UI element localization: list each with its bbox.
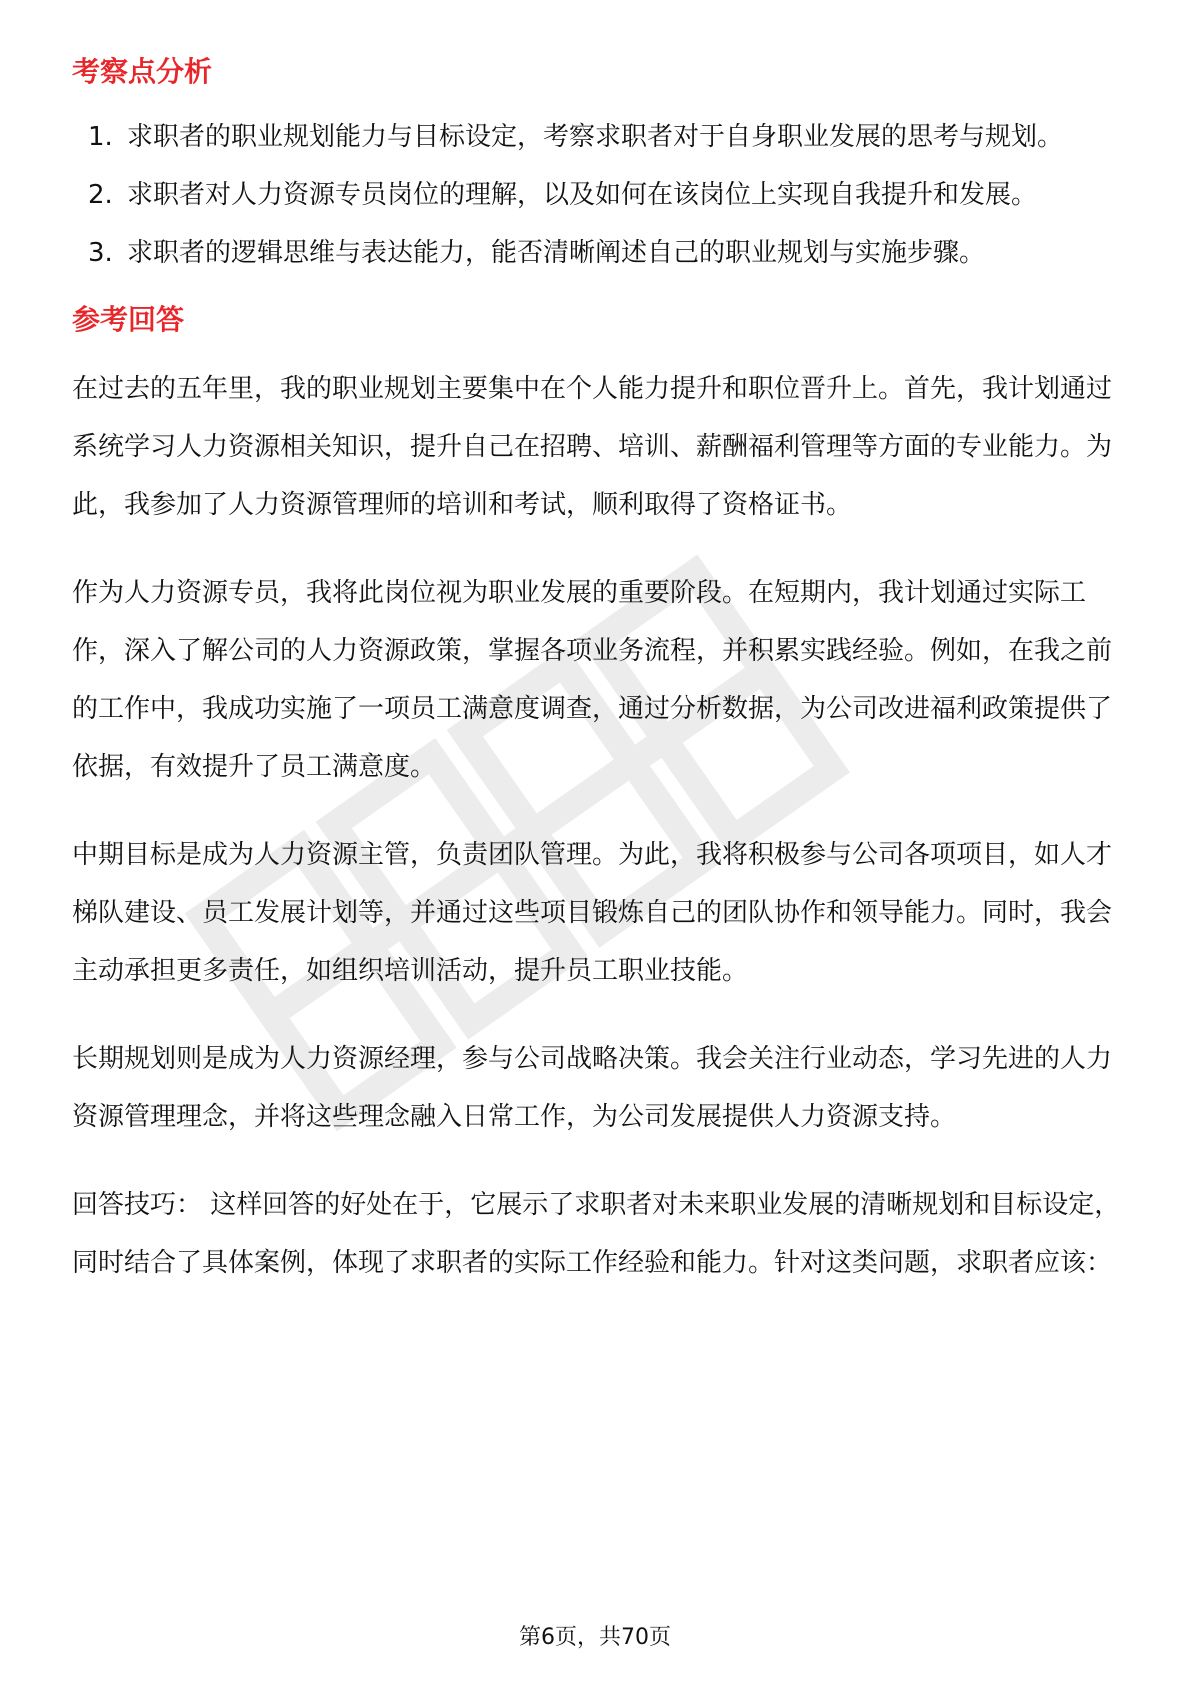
list-number: 1. [88,122,113,152]
tips-paragraph: 回答技巧： 这样回答的好处在于，它展示了求职者对未来职业发展的清晰规划和目标设定，同时结合了具体案例，体现了求职者的实际工作经验和能力。针对这类问题，求职者应该： [72,1190,1121,1278]
list-number: 2. [88,180,113,210]
section-heading-answer: 参考回答 [72,303,185,336]
list-item [72,224,1122,282]
list-item-text: 求职者对人力资源专员岗位的理解，以及如何在该岗位上实现自我提升和发展。 [127,180,1038,210]
list-number: 3. [88,238,113,268]
analysis-list [72,108,1122,282]
answer-paragraph: 中期目标是成为人力资源主管，负责团队管理。为此，我将积极参与公司各项项目，如人才梯队建设、员工发展计划等，并通过这些项目锻炼自己的团队协作和领导能力。同时，我会主动承担更多责任，如组织培训活动，提升员工职业技能。 [72,840,1113,986]
answer-paragraph: 长期规划则是成为人力资源经理，参与公司战略决策。我会关注行业动态，学习先进的人力资源管理理念，并将这些理念融入日常工作，为公司发展提供人力资源支持。 [72,1044,1113,1132]
list-item [72,108,1122,166]
document-page [72,48,1122,1292]
list-item-text: 求职者的职业规划能力与目标设定，考察求职者对于自身职业发展的思考与规划。 [127,122,1064,152]
page-number: 第6页，共70页 [519,1625,671,1650]
answer-paragraph: 作为人力资源专员，我将此岗位视为职业发展的重要阶段。在短期内，我计划通过实际工作，深入了解公司的人力资源政策，掌握各项业务流程，并积累实践经验。例如，在我之前的工作中，我成功实施了一项员工满意度调查，通过分析数据，为公司改进福利政策提供了依据，有效提升了员工满意度。 [72,578,1113,782]
answer-paragraph: 在过去的五年里，我的职业规划主要集中在个人能力提升和职位晋升上。首先，我计划通过系统学习人力资源相关知识，提升自己在招聘、培训、薪酬福利管理等方面的专业能力。为此，我参加了人力资源管理师的培训和考试，顺利取得了资格证书。 [72,374,1113,520]
list-item-text: 求职者的逻辑思维与表达能力，能否清晰阐述自己的职业规划与实施步骤。 [127,238,986,268]
list-item [72,166,1122,224]
section-heading-analysis: 考察点分析 [72,55,213,88]
